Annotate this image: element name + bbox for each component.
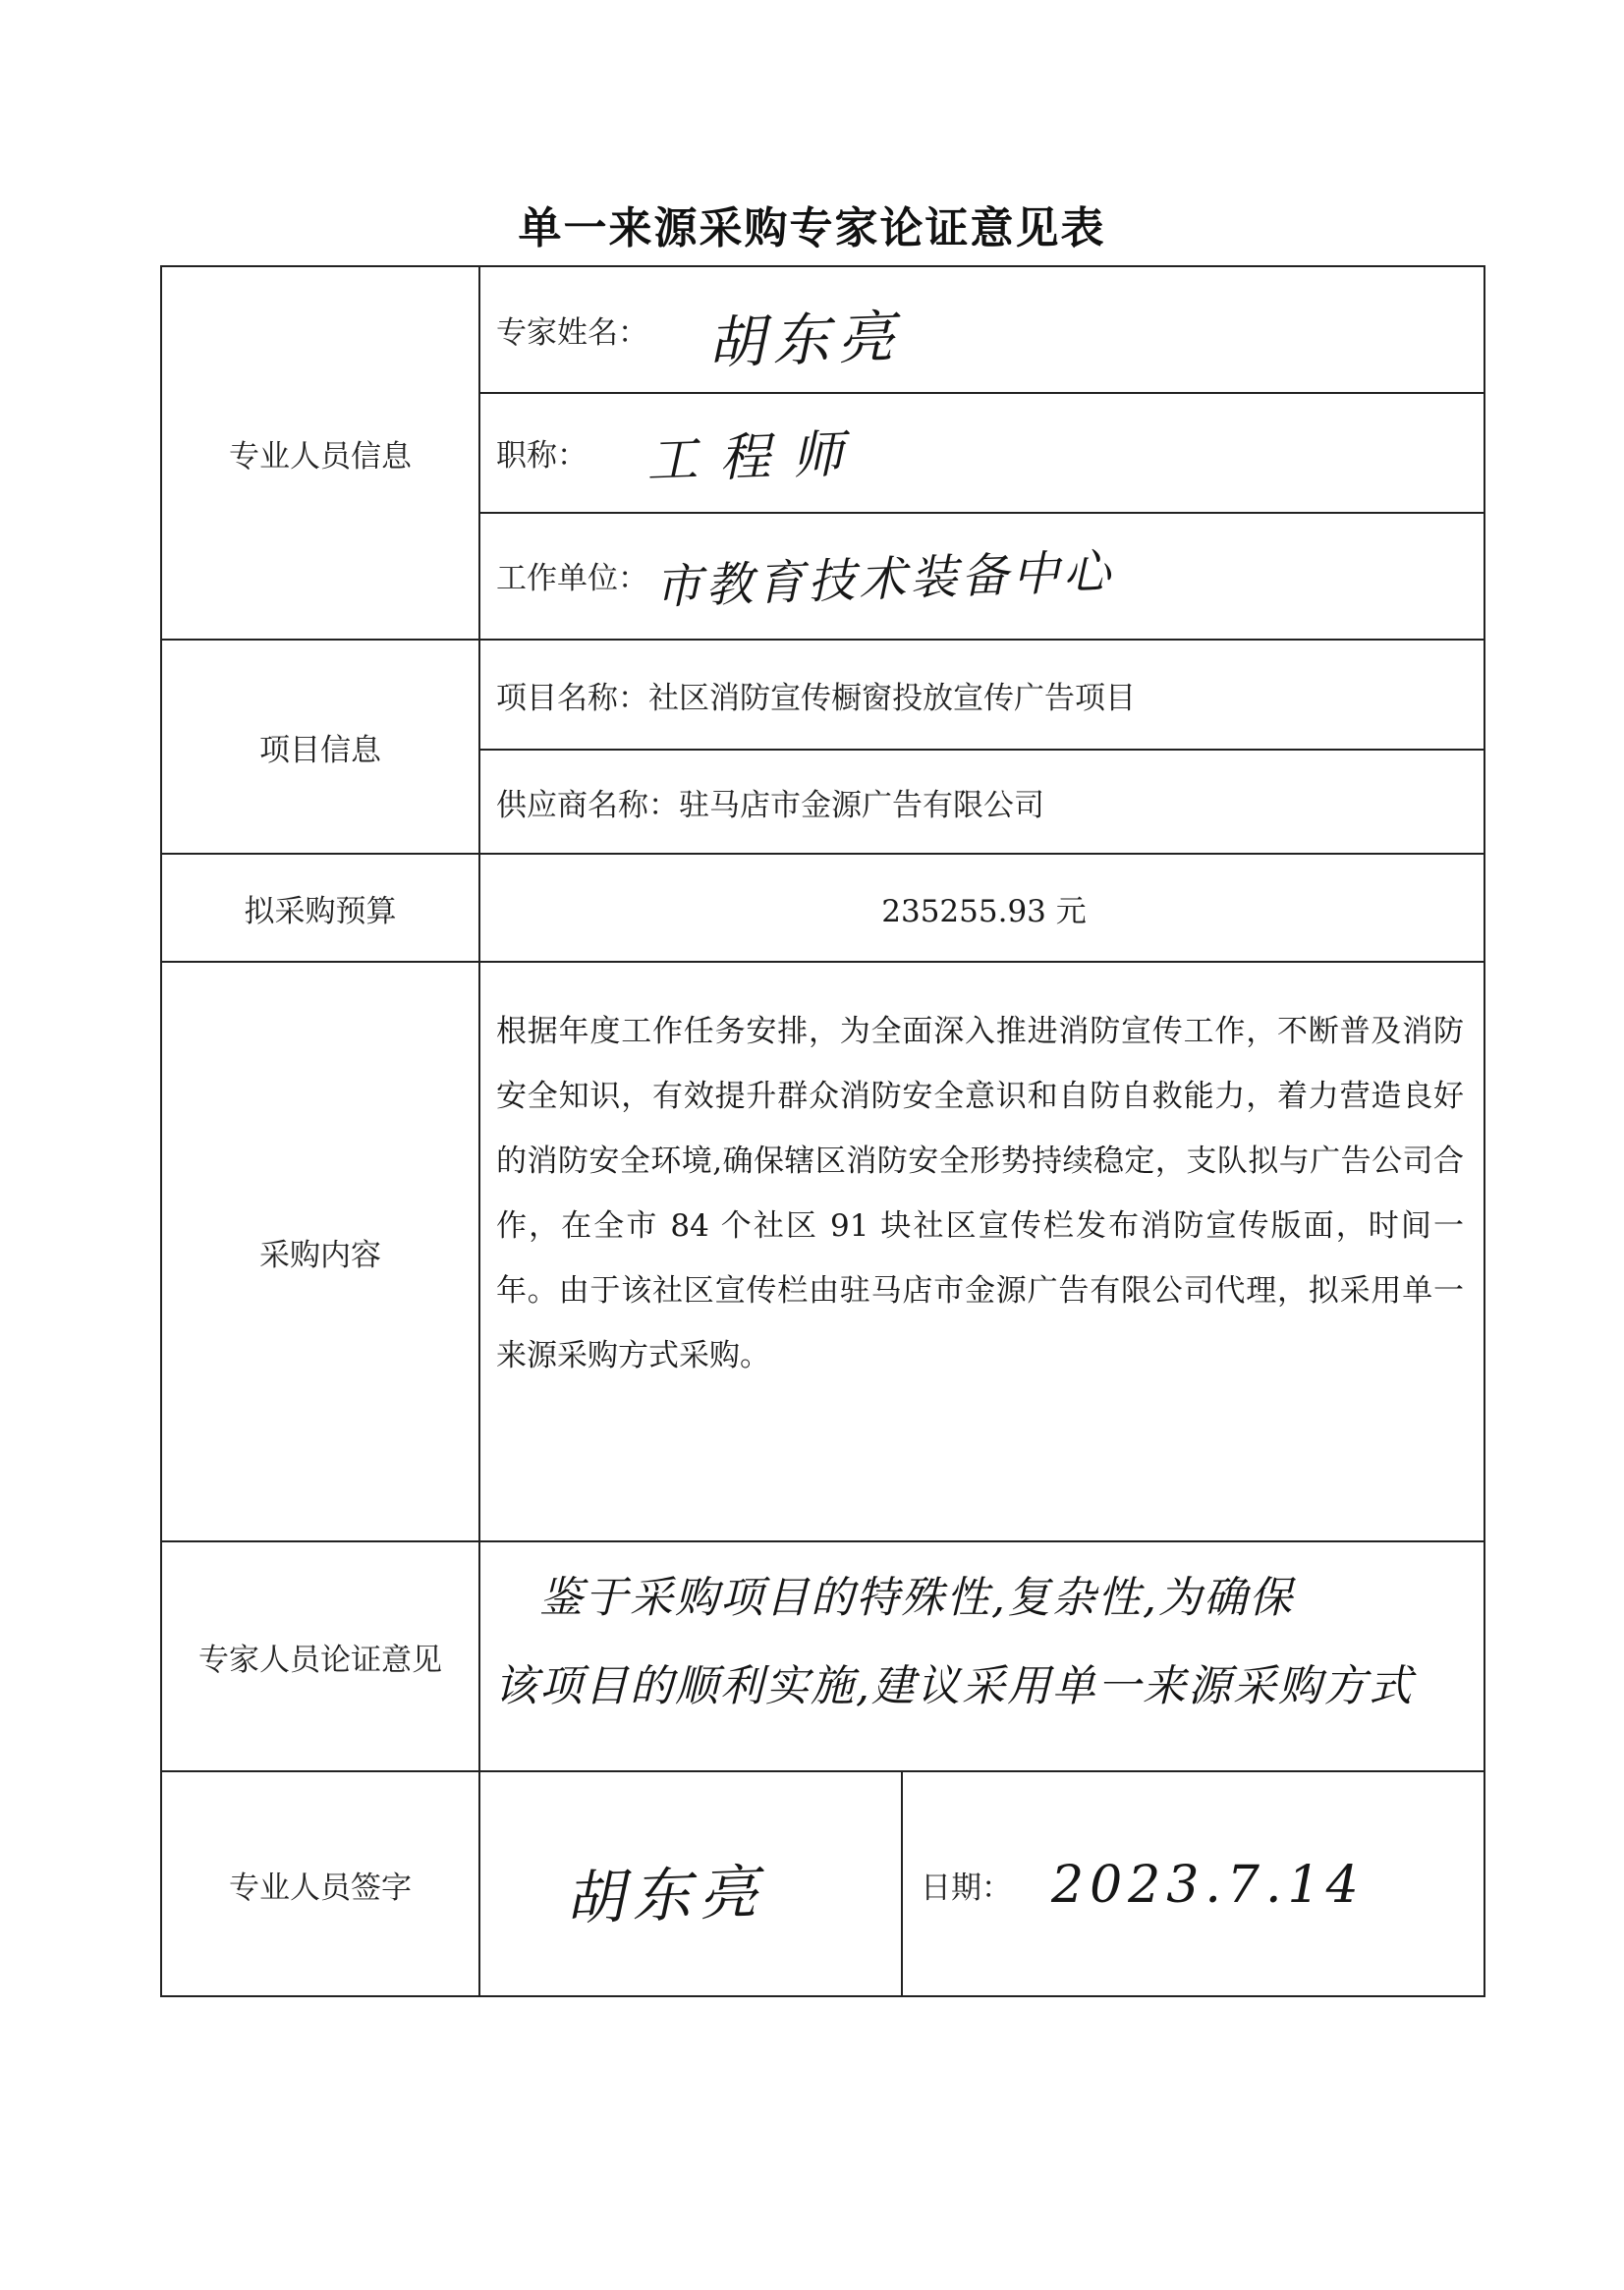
opinion-line-2: 该项目的顺利实施,建议采用单一来源采购方式 bbox=[494, 1661, 1414, 1711]
signature-label: 专业人员签字 bbox=[229, 1871, 412, 1906]
signature-handwritten: 胡东亮 bbox=[564, 1858, 767, 1934]
date-row bbox=[921, 1772, 1365, 1997]
date-label: 日期： bbox=[921, 1871, 1012, 1906]
job-title-label: 职称： bbox=[496, 437, 588, 474]
project-name-field: 项目名称：社区消防宣传橱窗投放宣传广告项目 bbox=[496, 680, 1136, 716]
opinion-line-1: 鉴于采购项目的特殊性,复杂性,为确保 bbox=[539, 1573, 1294, 1623]
expert-name-handwritten: 胡东亮 bbox=[706, 303, 904, 376]
budget-label: 拟采购预算 bbox=[244, 893, 397, 929]
project-section-label: 项目信息 bbox=[259, 732, 381, 768]
expert-name-row bbox=[496, 267, 902, 392]
work-unit-handwritten: 市教育技术装备中心 bbox=[653, 543, 1116, 616]
expert-opinion-form bbox=[160, 265, 1485, 1997]
signature-divider bbox=[901, 1770, 903, 1997]
opinion-handwritten bbox=[494, 1554, 1477, 1731]
expert-name-label: 专家姓名： bbox=[496, 315, 648, 351]
work-unit-row bbox=[496, 512, 1114, 639]
date-handwritten: 2023.7.14 bbox=[1051, 1855, 1365, 1915]
page-title: 单一来源采购专家论证意见表 bbox=[518, 203, 1106, 253]
content-text: 根据年度工作任务安排，为全面深入推进消防宣传工作，不断普及消防安全知识，有效提升群众消防安全意识和自防自救能力，着力营造良好的消防安全环境,确保辖区消防安全形势持续稳定，支队拟与广告公司合作，在全市 84 个社区 91 块社区宣传栏发布消防宣传版面，时间一年。由于该社区宣传栏由驻马店市金源广告有限公司代理，拟采用单一来源采购方式采购。 bbox=[496, 1014, 1464, 1373]
job-title-row bbox=[496, 392, 865, 512]
content-label: 采购内容 bbox=[259, 1237, 381, 1273]
job-title-handwritten: 工程师 bbox=[645, 423, 867, 491]
work-unit-label: 工作单位： bbox=[496, 561, 648, 596]
supplier-name-field: 供应商名称：驻马店市金源广告有限公司 bbox=[496, 787, 1044, 823]
column-divider bbox=[478, 267, 480, 1997]
personnel-section-label: 专业人员信息 bbox=[229, 438, 412, 475]
budget-value: 235255.93 元 bbox=[881, 893, 1087, 929]
opinion-label: 专家人员论证意见 bbox=[198, 1642, 442, 1678]
